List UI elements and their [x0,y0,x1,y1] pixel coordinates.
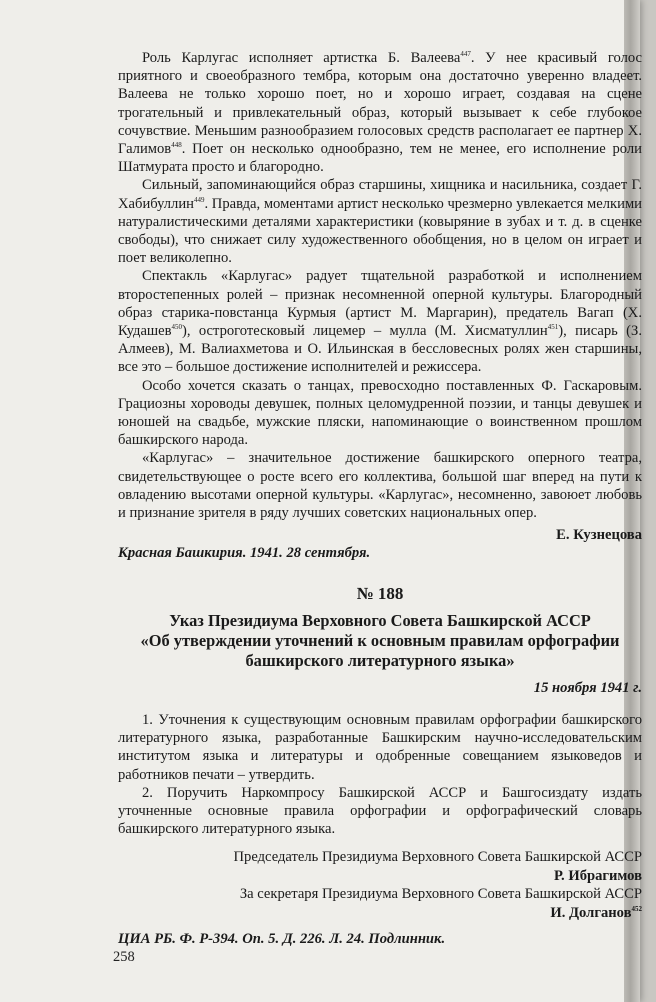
footnote-ref: 449 [193,195,205,204]
footnote-ref: 451 [547,323,559,332]
signature-2-role: За секретаря Президиума Верховного Совета Башкирской АССР [239,886,642,903]
review-paragraph-2: Сильный, запоминающийся образ старшины, хищника и насильника, создает Г. Хабибуллин$^{449}$. Правда, моментами артист несколько чрезмерно увлекается мелкими натуралистическими деталями характеристики (ковыряние в зубах и т. д. в сценке свободы), что снижает силу художественного обобщения, но в целом он играет и поет великолепно. [118,177,642,267]
order-items [118,711,642,838]
footnote-ref: 450 [171,323,183,332]
footnote-ref: 447 [460,50,471,59]
review-paragraph-3: Спектакль «Карлугас» радует тщательной разработкой и исполнением второстепенных ролей – признак несомненной оперной культуры. Благородный образ старика-повстанца Курмыя (артист М. Маргарин), предатель Вагап (Х. Кудашев$^{450}$), остроготесковый лицемер – мулла (М. Хисматуллин$^{451}$), писарь (З. Алмеев), М. Валиахметова и О. Ильинская в бессловесных ролях жен старшины, все это – большое достижение исполнителей и режиссера. [118,268,642,376]
document-number: № 188 [356,583,404,603]
page-number: 258 [113,949,135,965]
document-date: 15 ноября 1941 г. [533,679,642,696]
footnote-ref: 448 [171,141,182,150]
signature-1-role: Председатель Президиума Верховного Совета Башкирской АССР [233,849,642,866]
review-paragraph-1: Роль Карлугас исполняет артистка Б. Валеева$^{447}$. У нее красивый голос приятного и своеобразного тембра, которым она достаточно уверенно владеет. Валеева не только хорошо поет, но и хорошо играет, создавая на сцене трогательный и привлекательный образ, который вызывает к себе глубокое сочувствие. Меньшим разнообразием голосовых средств располагает ее партнер Х. Галимов$^{448}$. Поет он несколько однообразно, тем не менее, его исполнение роли Шатмурата просто и благородно. [118,50,642,176]
order-item-1: 1. Уточнения к существующим основным правилам орфографии башкирского литературного языка, разработанные Башкирским научно-исследовательским институтом языка и литературы и одобренные совещанием языковедов и работников печати – утвердить. [118,711,642,783]
archive-reference: ЦИА РБ. Ф. Р-394. Оп. 5. Д. 226. Л. 24. Подлинник. [118,931,446,948]
page-content [118,49,642,949]
order-item-2: 2. Поручить Наркомпросу Башкирской АССР и Башгосиздату издать уточненные основные правила орфографии и орфографический словарь башкирского литературного языка. [118,784,642,838]
review-source: Красная Башкирия. 1941. 28 сентября. [118,545,371,562]
signatures [118,848,642,922]
review-author: Е. Кузнецова [556,527,642,544]
review-paragraph-4: Особо хочется сказать о танцах, превосходно поставленных Ф. Гаскаровым. Грациозны хороводы девушек, полных целомудренной поэзии, и танцы девушек и юношей на свадьбе, мужские пляски, напоминающие о воинственном прошлом башкирского народа. [118,377,642,449]
review-paragraph-5: «Карлугас» – значительное достижение башкирского оперного театра, свидетельствующее о росте всего его коллектива, большой шаг вперед на пути к овладению высотами оперной культуры. «Карлугас», несомненно, завоюет любовь и признание зрителя в ряду лучших советских национальных опер. [118,450,642,522]
signature-2-name: И. Долганов$^{452}$ [550,904,642,921]
signature-1-name: Р. Ибрагимов [553,867,642,884]
footnote-ref: 452 [631,904,642,913]
document-title: Указ Президиума Верховного Совета Башкирской АССР «Об утверждении уточнений к основным правилам орфографии башкирского литературного языка» [140,610,620,670]
